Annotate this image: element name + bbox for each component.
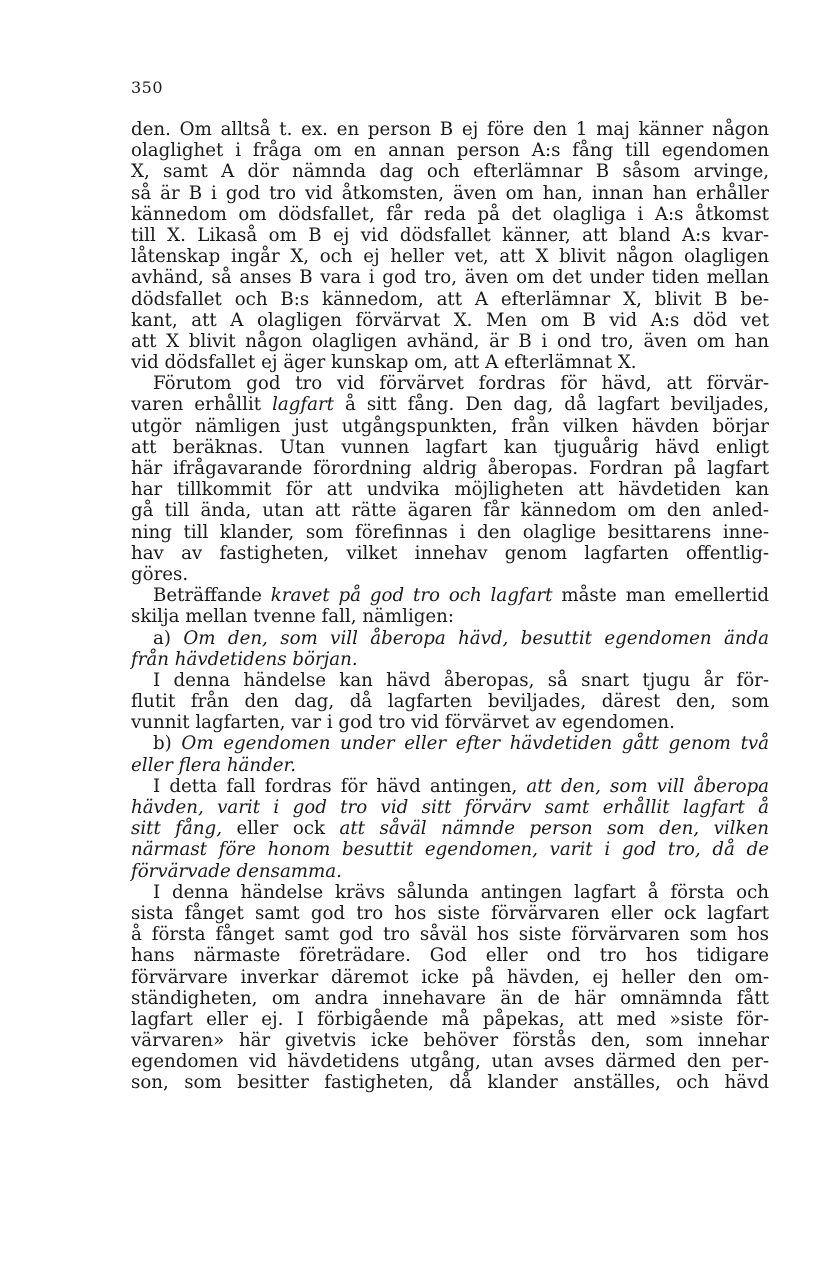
text-line: hav av fastigheten, vilket innehav genom lagfarten offentlig- [131, 542, 769, 564]
text-line: till X. Likaså om B ej vid dödsfallet känner, att bland A:s kvar- [131, 224, 769, 246]
text-line: göres. [131, 563, 189, 585]
text-line: värvaren» här givetvis icke behöver förstås den, som innehar [131, 1030, 769, 1052]
text-line: dödsfallet och B:s kännedom, att A efterlämnar X, blivit B be- [131, 288, 769, 310]
body-text [131, 119, 769, 1094]
text-line: så är B i god tro vid åtkomsten, även om han, innan han erhåller [131, 182, 769, 204]
text-line: här ifrågavarande förordning aldrig åberopas. Fordran på lagfart [131, 458, 769, 479]
text-line: låtenskap ingår X, och ej heller vet, att X blivit någon olagligen [131, 246, 769, 268]
text-line: utgör nämligen just utgångspunkten, från vilken hävden börjar [131, 415, 769, 437]
page-number: 350 [131, 78, 164, 97]
text-line: att X blivit någon olagligen avhänd, är B i ond tro, även om han [131, 330, 769, 352]
text-line: lagfart eller ej. I förbigående må påpekas, att med »siste för- [131, 1008, 769, 1030]
text-line: att beräknas. Utan vunnen lagfart kan tjuguårig hävd enligt [131, 436, 769, 458]
text-line: sitt fång, eller ock att såväl nämnde person som den, vilken [131, 818, 769, 840]
text-line: ning till klander, som förefinnas i den olaglige besittarens inne- [131, 521, 769, 543]
text-line: I detta fall fordras för hävd antingen, att den, som vill åberopa [153, 775, 770, 797]
text-line: närmast före honom besuttit egendomen, varit i god tro, då de [131, 839, 769, 861]
text-line: skilja mellan tvenne fall, nämligen: [131, 606, 455, 628]
text-line: Förutom god tro vid förvärvet fordras för hävd, att förvär- [153, 373, 769, 395]
text-line: avhänd, så anses B vara i god tro, även om det under tiden mellan [131, 267, 769, 289]
text-line: olaglighet i fråga om en annan person A:s fång till egendomen [131, 140, 769, 162]
text-line: ständigheten, om andra innehavare än de här omnämnda fått [131, 987, 769, 1009]
text-line: hävden, varit i god tro vid sitt förvärv samt erhållit lagfart å [131, 797, 769, 818]
text-line: den. Om alltså t. ex. en person B ej före den 1 maj känner någon [131, 119, 769, 140]
text-line: förvärvare inverkar däremot icke på hävden, ej heller den om- [131, 966, 769, 988]
text-line: varen erhållit lagfart å sitt fång. Den dag, då lagfart beviljades, [131, 394, 769, 416]
text-line: kant, att A olagligen förvärvat X. Men om B vid A:s död vet [131, 309, 769, 331]
text-line: å första fånget samt god tro såväl hos siste förvärvaren som hos [131, 924, 769, 946]
text-line: gå till ända, utan att rätte ägaren får kännedom om den anled- [131, 500, 769, 522]
text-line: Beträffande kravet på god tro och lagfart måste man emellertid [153, 585, 770, 607]
text-line: a) Om den, som vill åberopa hävd, besuttit egendomen ända [153, 627, 769, 649]
text-line: vid dödsfallet ej äger kunskap om, att A efterlämnat X. [131, 352, 637, 374]
text-line: flutit från den dag, då lagfarten beviljades, därest den, som [131, 691, 769, 713]
text-line: I denna händelse krävs sålunda antingen lagfart å första och [153, 881, 769, 903]
text-line: hans närmaste företrädare. God eller ond tro hos tidigare [131, 945, 769, 967]
text-line: har tillkommit för att undvika möjligheten att hävdetiden kan [131, 479, 769, 501]
text-line: b) Om egendomen under eller efter hävdetiden gått genom två [153, 733, 769, 755]
text-line: sista fånget samt god tro hos siste förvärvaren eller ock lagfart [131, 902, 769, 924]
text-line: X, samt A dör nämnda dag och efterlämnar B såsom arvinge, [131, 161, 769, 183]
text-line: vunnit lagfarten, var i god tro vid förvärvet av egendomen. [131, 712, 675, 734]
text-line: I denna händelse kan hävd åberopas, så snart tjugu år för- [153, 669, 769, 691]
text-line: son, som besitter fastigheten, då klander anställes, och hävd [131, 1072, 769, 1094]
text-line: egendomen vid hävdetidens utgång, utan avses därmed den per- [131, 1051, 769, 1073]
text-line: eller flera händer. [131, 754, 297, 776]
text-line: förvärvade densamma. [131, 860, 342, 882]
text-line: från hävdetidens början. [131, 648, 358, 670]
text-line: kännedom om dödsfallet, får reda på det olagliga i A:s åtkomst [131, 203, 769, 225]
